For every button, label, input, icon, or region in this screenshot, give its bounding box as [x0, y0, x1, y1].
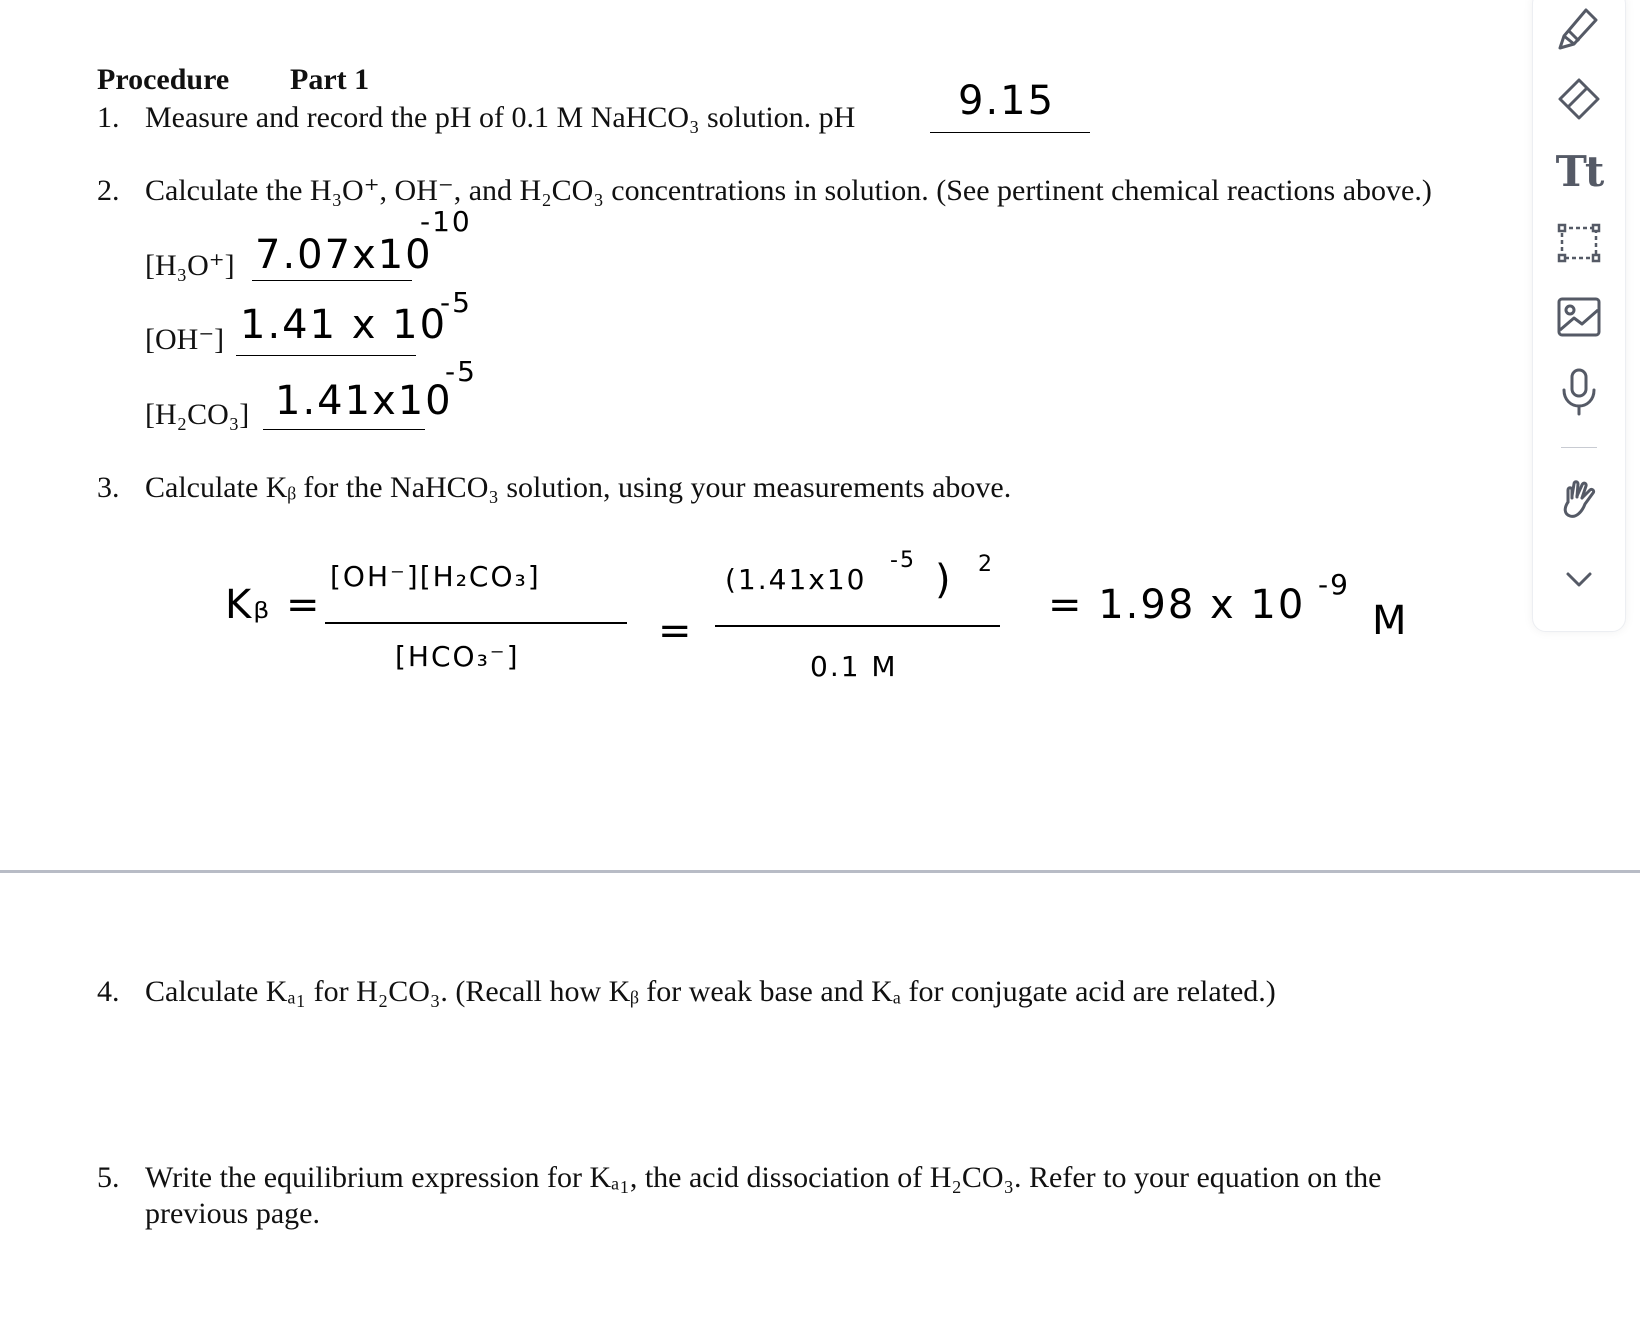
oh-blank[interactable] — [236, 355, 416, 356]
oh-exponent: -5 — [440, 286, 472, 319]
oh-label: [OH⁻] — [145, 323, 225, 356]
kb-result-exponent: -9 — [1318, 568, 1350, 601]
q1-answer-blank[interactable] — [930, 132, 1090, 133]
q4-number: 4. — [97, 975, 120, 1008]
image-icon[interactable] — [1545, 287, 1613, 347]
kb-numerator: [OH⁻][H₂CO₃] — [330, 560, 541, 593]
h3o-exponent: -10 — [420, 205, 472, 238]
oh-answer: 1.41 x 10 — [240, 302, 448, 348]
q2-number: 2. — [97, 174, 120, 207]
kb-denominator: [HCO₃⁻] — [395, 640, 520, 673]
microphone-icon[interactable] — [1545, 361, 1613, 421]
text-icon[interactable] — [1545, 141, 1613, 201]
q1-answer: 9.15 — [958, 78, 1056, 124]
equals-sign: = — [658, 608, 694, 654]
q3-number: 3. — [97, 471, 120, 504]
q5-text-line1: Write the equilibrium expression for Kₐ₁, the acid dissociation of H₂CO₃. Refer to your equation on the — [145, 1161, 1382, 1194]
q1-number: 1. — [97, 101, 120, 134]
q5-text-line2: previous page. — [145, 1197, 320, 1230]
value-fraction-line — [715, 625, 1000, 627]
procedure-heading: Procedure — [97, 63, 230, 96]
q4-text: Calculate Kₐ₁ for H₂CO₃. (Recall how Kᵦ for weak base and Kₐ for conjugate acid are related.) — [145, 975, 1276, 1008]
kb-result-unit: M — [1372, 598, 1409, 644]
eraser-icon[interactable] — [1545, 69, 1613, 129]
value-numerator-power: 2 — [978, 552, 994, 577]
h3o-label: [H₃O⁺] — [145, 249, 235, 282]
h2co3-label: [H₂CO₃] — [145, 398, 250, 431]
kb-fraction-line — [325, 622, 627, 624]
h2co3-blank[interactable] — [263, 429, 425, 430]
h2co3-exponent: -5 — [445, 355, 477, 388]
h2co3-answer: 1.41x10 — [275, 378, 453, 424]
h3o-blank[interactable] — [252, 280, 412, 281]
page-break — [0, 870, 1640, 873]
toolbar-divider — [1561, 447, 1597, 448]
annotation-toolbar — [1532, 0, 1626, 632]
pen-icon[interactable] — [1545, 0, 1613, 57]
value-numerator-exponent: -5 — [890, 548, 916, 573]
value-denominator: 0.1 M — [810, 650, 898, 683]
q5-number: 5. — [97, 1161, 120, 1194]
chevron-down-icon[interactable] — [1545, 549, 1613, 609]
q1-text: Measure and record the pH of 0.1 M NaHCO₃ solution. pH — [145, 101, 856, 134]
text-tool-label: Tt — [1555, 146, 1603, 196]
hand-icon[interactable] — [1545, 469, 1613, 529]
value-numerator-close: ) — [935, 557, 953, 603]
kb-symbol: Kᵦ = — [225, 582, 322, 628]
part-heading: Part 1 — [290, 63, 370, 96]
q3-text: Calculate Kᵦ for the NaHCO₃ solution, using your measurements above. — [145, 471, 1012, 504]
selection-icon[interactable] — [1545, 213, 1613, 273]
kb-result: = 1.98 x 10 — [1048, 582, 1306, 628]
q2-text: Calculate the H₃O⁺, OH⁻, and H₂CO₃ concentrations in solution. (See pertinent chemical reactions above.) — [145, 174, 1432, 207]
value-numerator: (1.41x10 — [725, 563, 867, 596]
h3o-answer: 7.07x10 — [255, 232, 433, 278]
